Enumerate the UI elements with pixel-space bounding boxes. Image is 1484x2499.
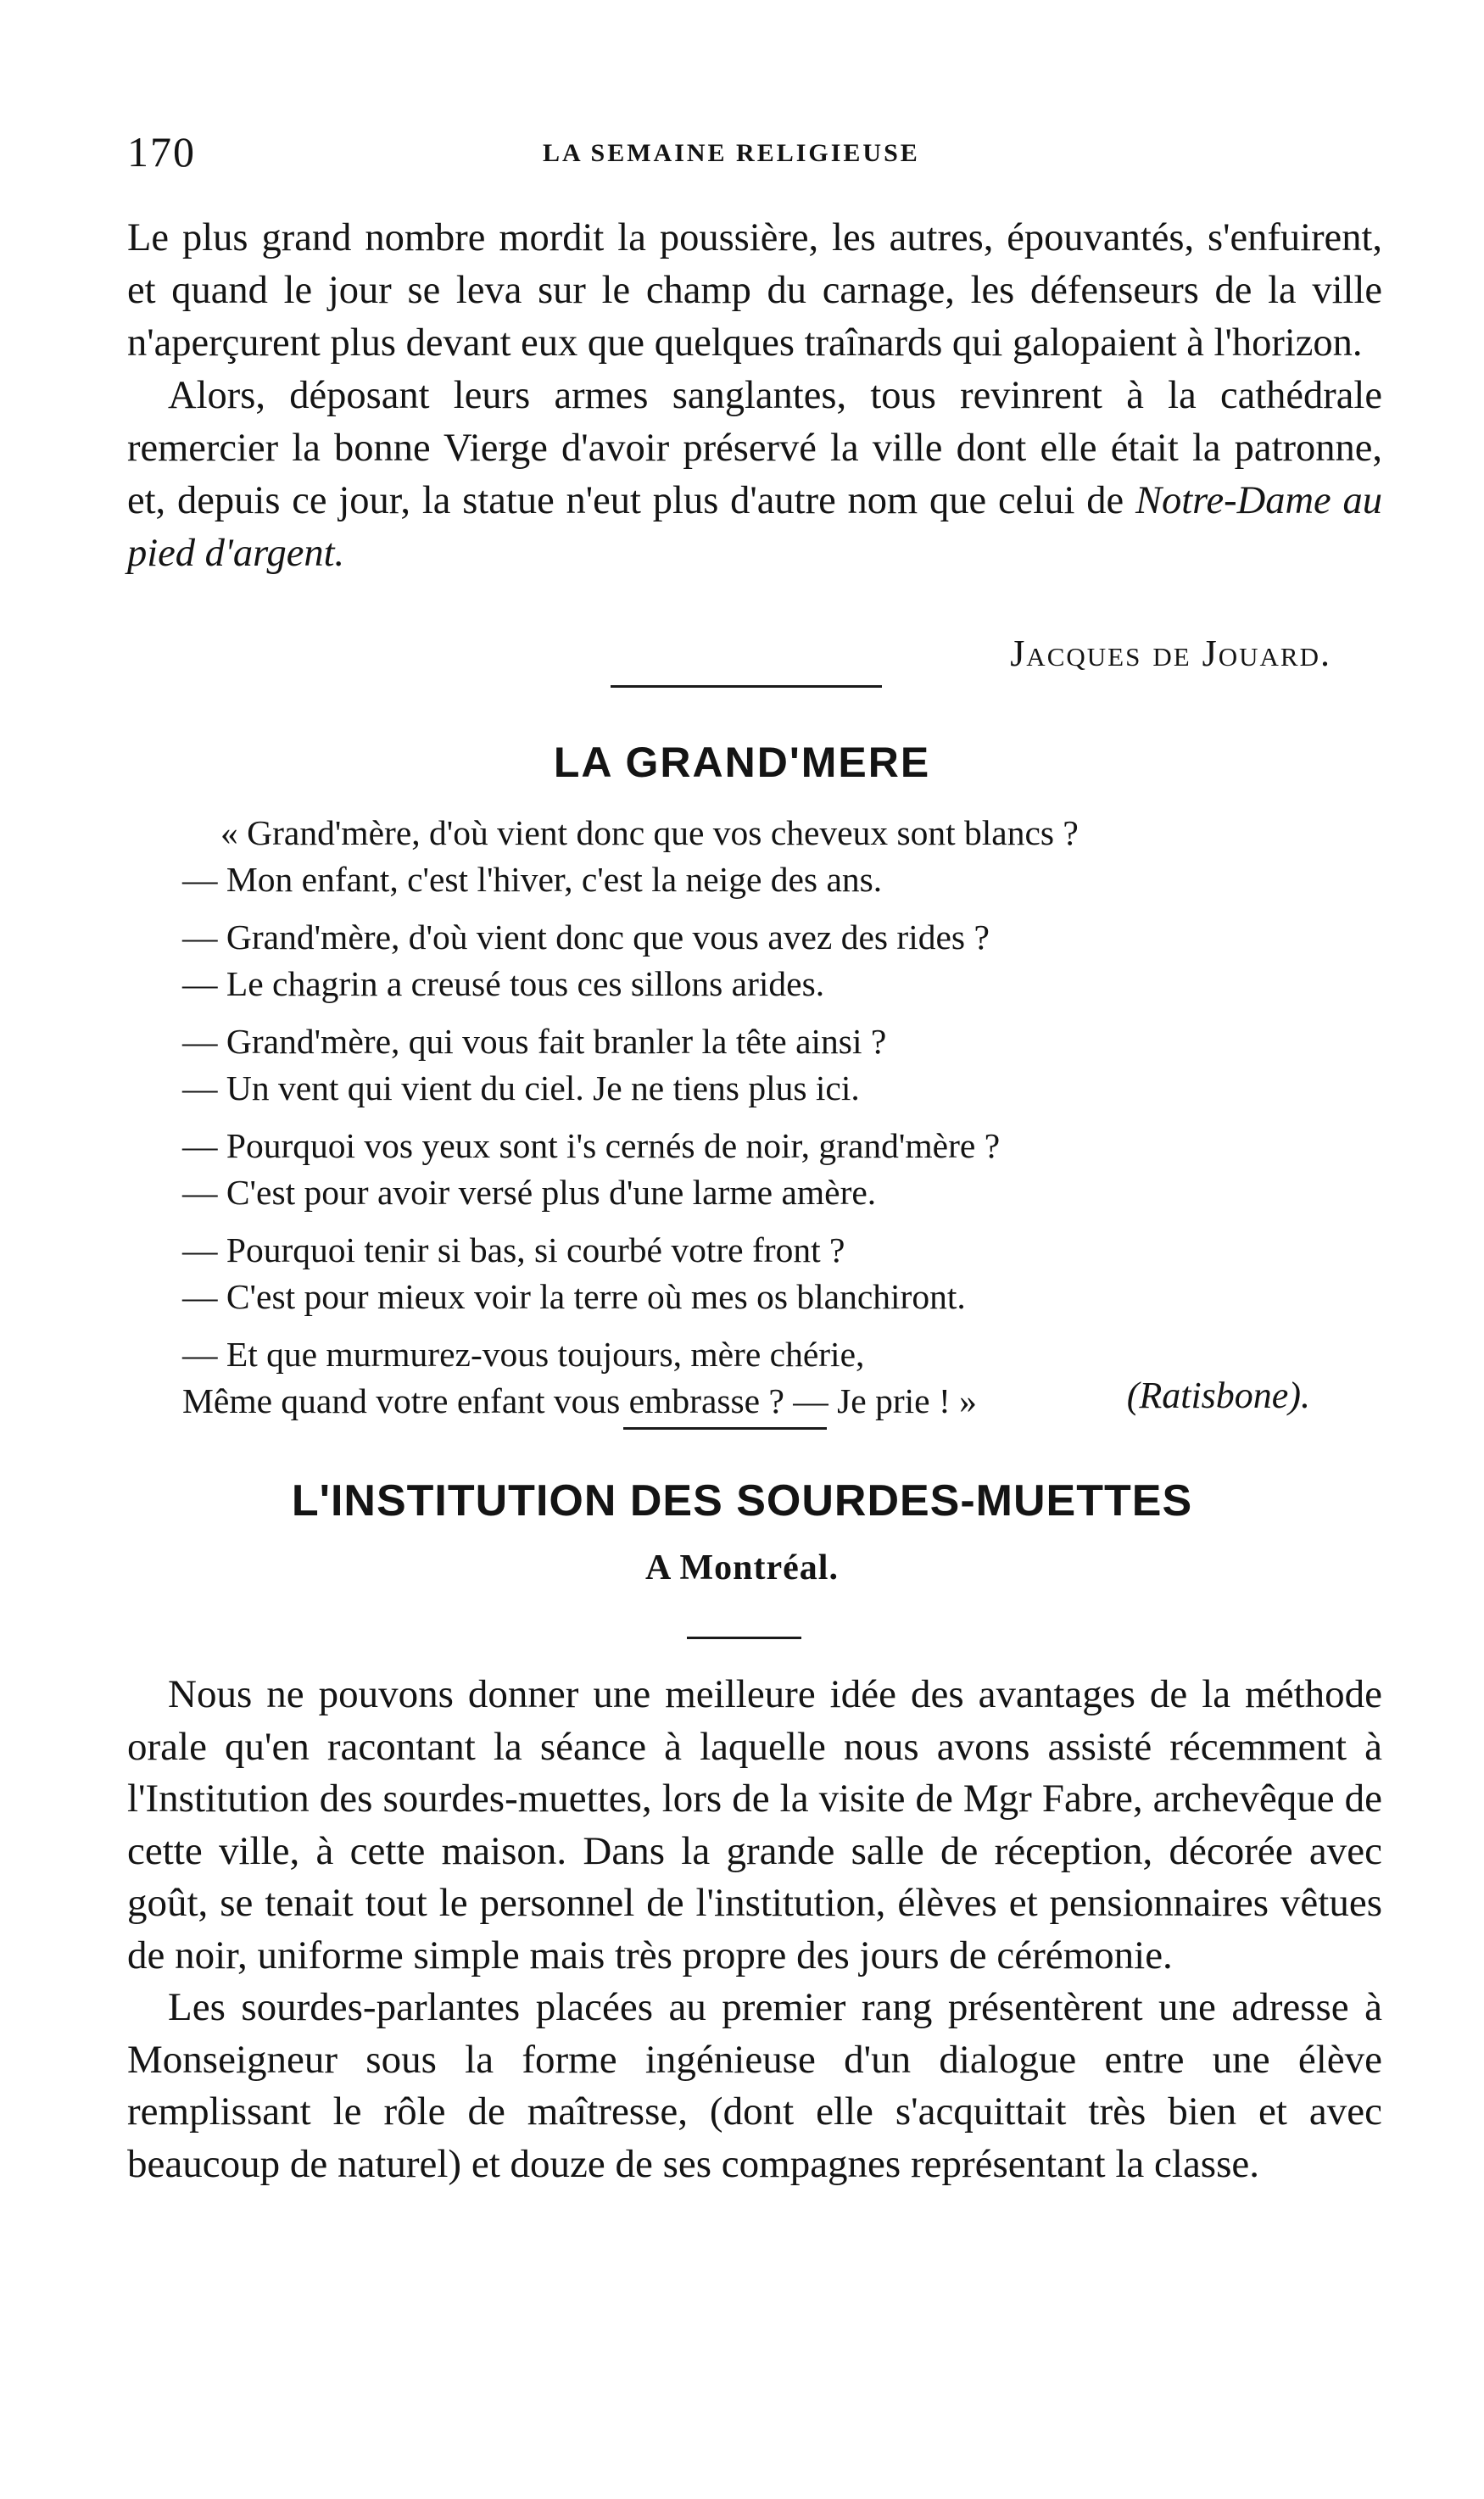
paragraph-text: Alors, déposant leurs armes sanglantes, tous revinrent à la cathédrale remercier la bonne Vierge d'avoir préservé la ville dont elle était la patronne, et, depuis ce jour, la statue n'eut plus d'autre nom que celui de bbox=[127, 374, 1382, 522]
poem-line: — C'est pour mieux voir la terre où mes os blanchiront. bbox=[182, 1277, 966, 1316]
article-notre-dame-continuation bbox=[127, 212, 1382, 580]
poem-line: — Pourquoi vos yeux sont i's cernés de noir, grand'mère ? bbox=[182, 1126, 1001, 1165]
poem-line: Même quand votre enfant vous embrasse ? — Je prie ! » bbox=[182, 1381, 977, 1420]
paragraph bbox=[127, 370, 1382, 580]
paragraph: Nous ne pouvons donner une meilleure idée des avantages de la méthode orale qu'en racontant la séance à laquelle nous avons assisté récemment à l'Institution des sourdes-muettes, lors de la visite de Mgr Fabre, archevêque de cette ville, à cette maison. Dans la grande salle de réception, décorée avec goût, se tenait tout le personnel de l'institution, élèves et pensionnaires vêtues de noir, uniforme simple mais très propre des jours de cérémonie. bbox=[127, 1672, 1382, 1977]
page-number: 170 bbox=[127, 128, 196, 176]
article-subtitle: A Montréal. bbox=[645, 1548, 839, 1587]
poem-line: — Un vent qui vient du ciel. Je ne tiens plus ici. bbox=[182, 1068, 860, 1107]
running-title: LA SEMAINE RELIGIEUSE bbox=[543, 139, 920, 167]
running-header bbox=[127, 127, 1399, 178]
statue-name: Notre-Dame au pied d'argent. bbox=[127, 479, 1382, 575]
poem bbox=[182, 810, 1079, 1425]
paragraph: Les sourdes-parlantes placées au premier rang présentèrent une adresse à Monseigneur sous la forme ingénieuse d'un dialogue entre une élève remplissant le rôle de maîtresse, (dont elle s'acquittait très bien et avec beaucoup de naturel) et douze de ses compagnes représentant la classe. bbox=[127, 1985, 1382, 2186]
poem-line: — C'est pour avoir versé plus d'une larme amère. bbox=[182, 1173, 877, 1212]
poem-line: — Le chagrin a creusé tous ces sillons arides. bbox=[182, 964, 825, 1003]
article-sourdes-muettes bbox=[127, 1669, 1382, 2190]
poem-title: LA GRAND'MERE bbox=[553, 739, 931, 786]
poem-line: — Et que murmurez-vous toujours, mère chérie, bbox=[182, 1335, 865, 1374]
article-title: L'INSTITUTION DES SOURDES-MUETTES bbox=[291, 1476, 1193, 1526]
poem-line: — Mon enfant, c'est l'hiver, c'est la neige des ans. bbox=[182, 860, 883, 899]
section-divider bbox=[623, 1427, 827, 1430]
poem-line: — Grand'mère, qui vous fait branler la tête ainsi ? bbox=[182, 1022, 887, 1061]
paragraph: Le plus grand nombre mordit la poussière, les autres, épouvantés, s'enfuirent, et quand le jour se leva sur le champ du carnage, les défenseurs de la ville n'aperçurent plus devant eux que quelques traînards qui galopaient à l'horizon. bbox=[127, 216, 1382, 365]
section-divider bbox=[611, 685, 882, 688]
poem-line: — Grand'mère, d'où vient donc que vous avez des rides ? bbox=[182, 918, 990, 957]
poem-line: — Pourquoi tenir si bas, si courbé votre front ? bbox=[182, 1230, 845, 1269]
author-signature: Jacques de Jouard. bbox=[1010, 633, 1331, 674]
poem-line: « Grand'mère, d'où vient donc que vos cheveux sont blancs ? bbox=[220, 813, 1079, 852]
poem-source: (Ratisbone). bbox=[1126, 1375, 1310, 1416]
title-divider bbox=[687, 1637, 801, 1639]
